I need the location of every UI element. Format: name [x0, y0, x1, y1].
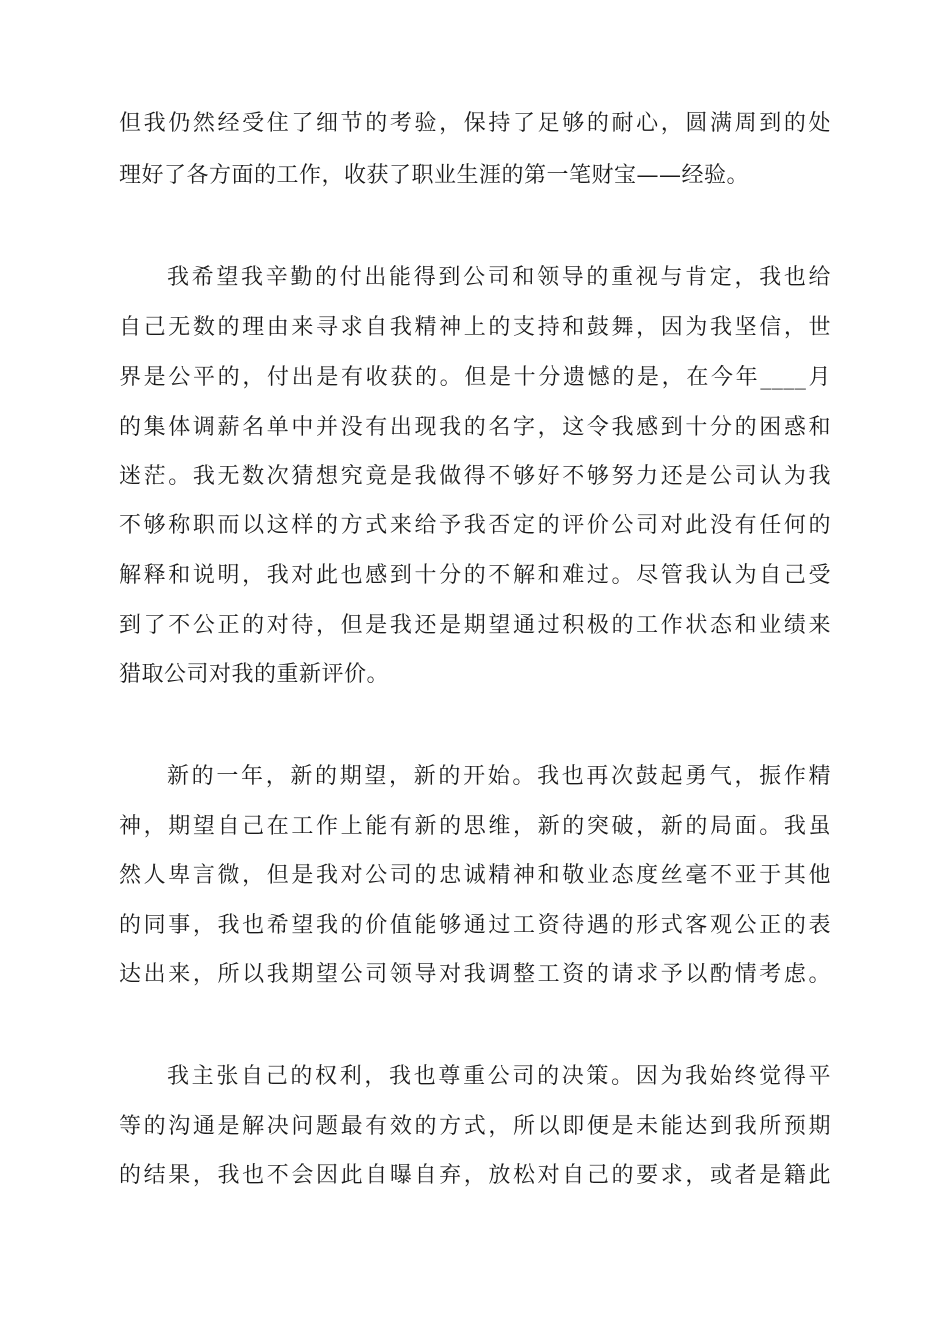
paragraph-line: 新的一年，新的期望，新的开始。我也再次鼓起勇气，振作精 — [167, 764, 831, 789]
paragraph-line: 我主张自己的权利，我也尊重公司的决策。因为我始终觉得平 — [167, 1064, 831, 1089]
paragraph-line: 理好了各方面的工作，收获了职业生涯的第一笔财宝——经验。 — [119, 163, 750, 188]
paragraph-line: 不够称职而以这样的方式来给予我否定的评价公司对此没有任何的 — [119, 513, 831, 538]
paragraph-line: 的同事，我也希望我的价值能够通过工资待遇的形式客观公正的表 — [119, 913, 831, 938]
paragraph-line: 我希望我辛勤的付出能得到公司和领导的重视与肯定，我也给 — [167, 265, 831, 290]
paragraph-line: 的结果，我也不会因此自曝自弃，放松对自己的要求，或者是籍此 — [119, 1163, 831, 1188]
paragraph-line: 界是公平的，付出是有收获的。但是十分遗憾的是，在今年____月 — [119, 365, 831, 390]
paragraph-line: 神，期望自己在工作上能有新的思维，新的突破，新的局面。我虽 — [119, 814, 831, 839]
paragraph-line: 然人卑言微，但是我对公司的忠诚精神和敬业态度丝毫不亚于其他 — [119, 863, 831, 888]
paragraph-line: 到了不公正的对待，但是我还是期望通过积极的工作状态和业绩来 — [119, 613, 831, 638]
paragraph-line: 解释和说明，我对此也感到十分的不解和难过。尽管我认为自己受 — [119, 563, 831, 588]
paragraph-line: 迷茫。我无数次猜想究竟是我做得不够好不够努力还是公司认为我 — [119, 464, 831, 489]
paragraph-line: 但我仍然经受住了细节的考验，保持了足够的耐心，圆满周到的处 — [119, 111, 831, 136]
paragraph-line: 达出来，所以我期望公司领导对我调整工资的请求予以酌情考虑。 — [119, 962, 831, 987]
paragraph-line: 自己无数的理由来寻求自我精神上的支持和鼓舞，因为我坚信，世 — [119, 315, 831, 340]
paragraph-line: 的集体调薪名单中并没有出现我的名字，这令我感到十分的困惑和 — [119, 415, 831, 440]
paragraph-line: 等的沟通是解决问题最有效的方式，所以即便是未能达到我所预期 — [119, 1114, 831, 1139]
paragraph-line: 猎取公司对我的重新评价。 — [119, 662, 390, 687]
